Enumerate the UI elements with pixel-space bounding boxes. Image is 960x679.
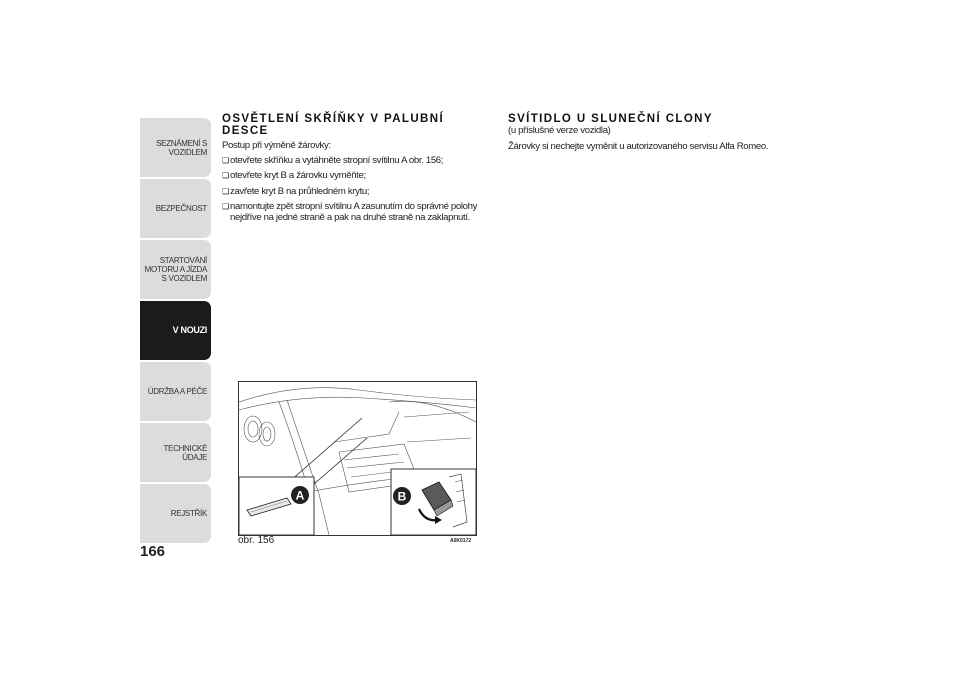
tab-label: STARTOVÁNÍ MOTORU A JÍZDA S VOZIDLEM [144, 256, 207, 283]
section-heading-glovebox-light: OSVĚTLENÍ SKŘÍŇKY V PALUBNÍ DESCE [222, 113, 445, 137]
intro-text: Postup při výměně žárovky: [222, 140, 331, 151]
tab-label: REJSTŘÍK [170, 509, 207, 518]
tab-label: V NOUZI [172, 325, 207, 335]
callout-b-label: B [397, 489, 407, 504]
step-item: ❏ zavřete kryt B na průhledném krytu; [222, 186, 480, 197]
callout-a-label: A [295, 488, 305, 503]
step-item: ❏ namontujte zpět stropní svítilnu A zasunutím do správné polohy nejdříve na jedné straně a pak na druhé straně na zaklapnutí. [222, 201, 480, 223]
page-number: 166 [140, 543, 166, 560]
tab-technicke-udaje[interactable] [140, 423, 211, 482]
step-item: ❏ otevřete skříňku a vytáhněte stropní svítilnu A obr. 156; [222, 155, 480, 166]
tab-udrzba-a-pece[interactable] [140, 362, 211, 421]
figure-caption: obr. 156 [238, 535, 275, 546]
section-heading-sun-visor-light: SVÍTIDLO U SLUNEČNÍ CLONY [508, 113, 713, 125]
figure-code: A0K0172 [450, 538, 472, 544]
tab-label: BEZPEČNOST [155, 204, 207, 213]
tab-label: TECHNICKÉ ÚDAJE [163, 443, 207, 462]
left-column [222, 113, 480, 227]
tab-seznameni-s-vozidlem[interactable] [140, 118, 211, 177]
tab-label: SEZNÁMENÍ S VOZIDLEM [156, 138, 207, 157]
version-note: (u příslušné verze vozidla) [508, 125, 611, 136]
glovebox-drawing [239, 382, 476, 535]
tab-v-nouzi[interactable] [140, 301, 211, 360]
figure-156-illustration [238, 381, 477, 536]
service-text: Žárovky si nechejte vyměnit u autorizovaného servisu Alfa Romeo. [508, 141, 769, 152]
tab-rejstrik[interactable] [140, 484, 211, 543]
right-column [508, 113, 808, 156]
tab-startovani[interactable] [140, 240, 211, 299]
tab-bezpecnost[interactable] [140, 179, 211, 238]
tab-label: ÚDRŽBA A PÉČE [147, 387, 207, 396]
step-item: ❏ otevřete kryt B a žárovku vyměňte; [222, 170, 480, 181]
